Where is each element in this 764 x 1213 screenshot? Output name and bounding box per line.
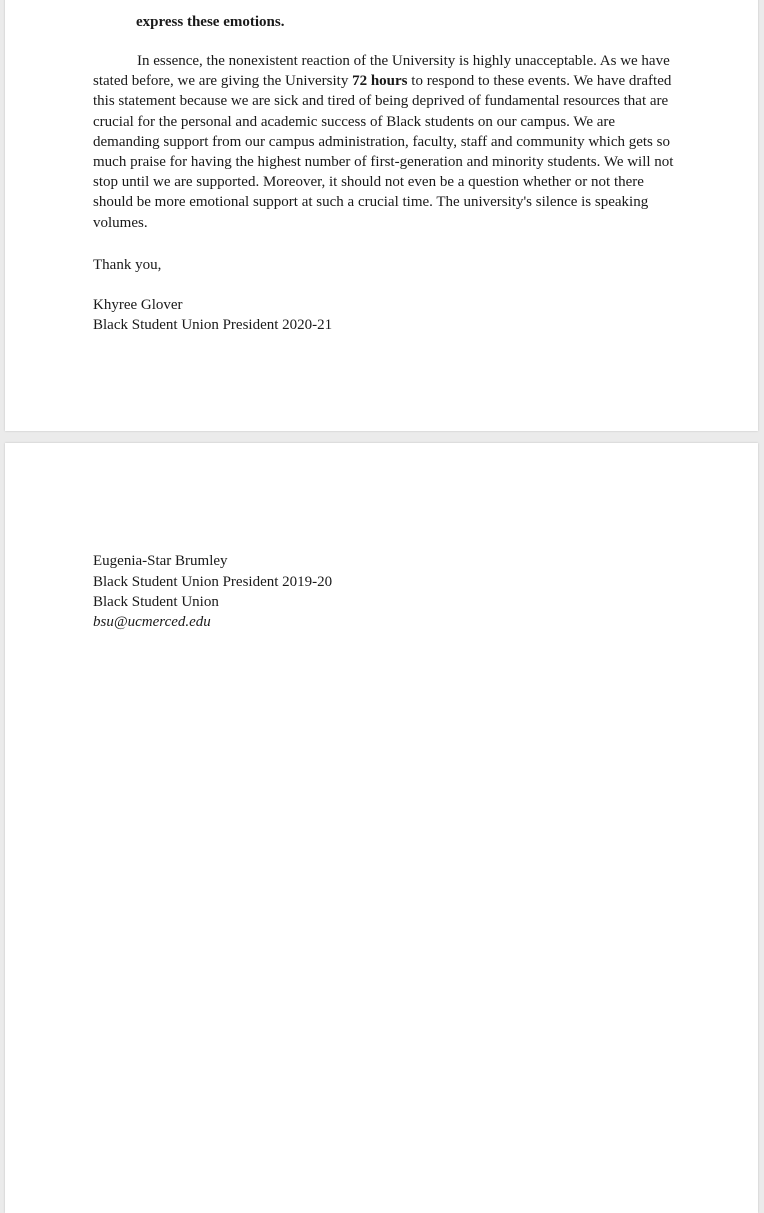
signer-title: Black Student Union President 2019-20 [93, 574, 333, 590]
signer-name: Eugenia-Star Brumley [93, 553, 228, 569]
paragraph-line: should be more emotional support at such a crucial time. The university's silence is speaking [93, 194, 649, 211]
organization-name: Black Student Union [93, 594, 219, 610]
paragraph-line: much praise for having the highest number of first-generation and minority students. We will not [93, 154, 674, 171]
demand-line-bold: express these emotions. [136, 14, 285, 30]
contact-email: bsu@ucmerced.edu [93, 614, 211, 630]
document-page-2 [5, 443, 758, 1213]
paragraph-line: crucial for the personal and academic success of Black students on our campus. We are [93, 113, 616, 130]
signer-title: Black Student Union President 2020-21 [93, 317, 333, 333]
paragraph-line: volumes. [93, 214, 148, 231]
paragraph-line: demanding support from our campus administration, faculty, staff and community which gets so [93, 133, 670, 150]
closing-salutation: Thank you, [93, 257, 162, 273]
paragraph-line: this statement because we are sick and tired of being deprived of fundamental resources that are [93, 93, 669, 110]
document-page-1 [5, 0, 758, 431]
signer-name: Khyree Glover [93, 297, 183, 313]
body-paragraph [93, 51, 693, 233]
deadline-emphasis: 72 hours [352, 73, 408, 90]
paragraph-line: stated before, we are giving the University 72 hours to respond to these events. We have drafted [93, 73, 672, 90]
paragraph-line: stop until we are supported. Moreover, it should not even be a question whether or not there [93, 174, 644, 191]
paragraph-line: In essence, the nonexistent reaction of the University is highly unacceptable. As we have [137, 53, 670, 69]
